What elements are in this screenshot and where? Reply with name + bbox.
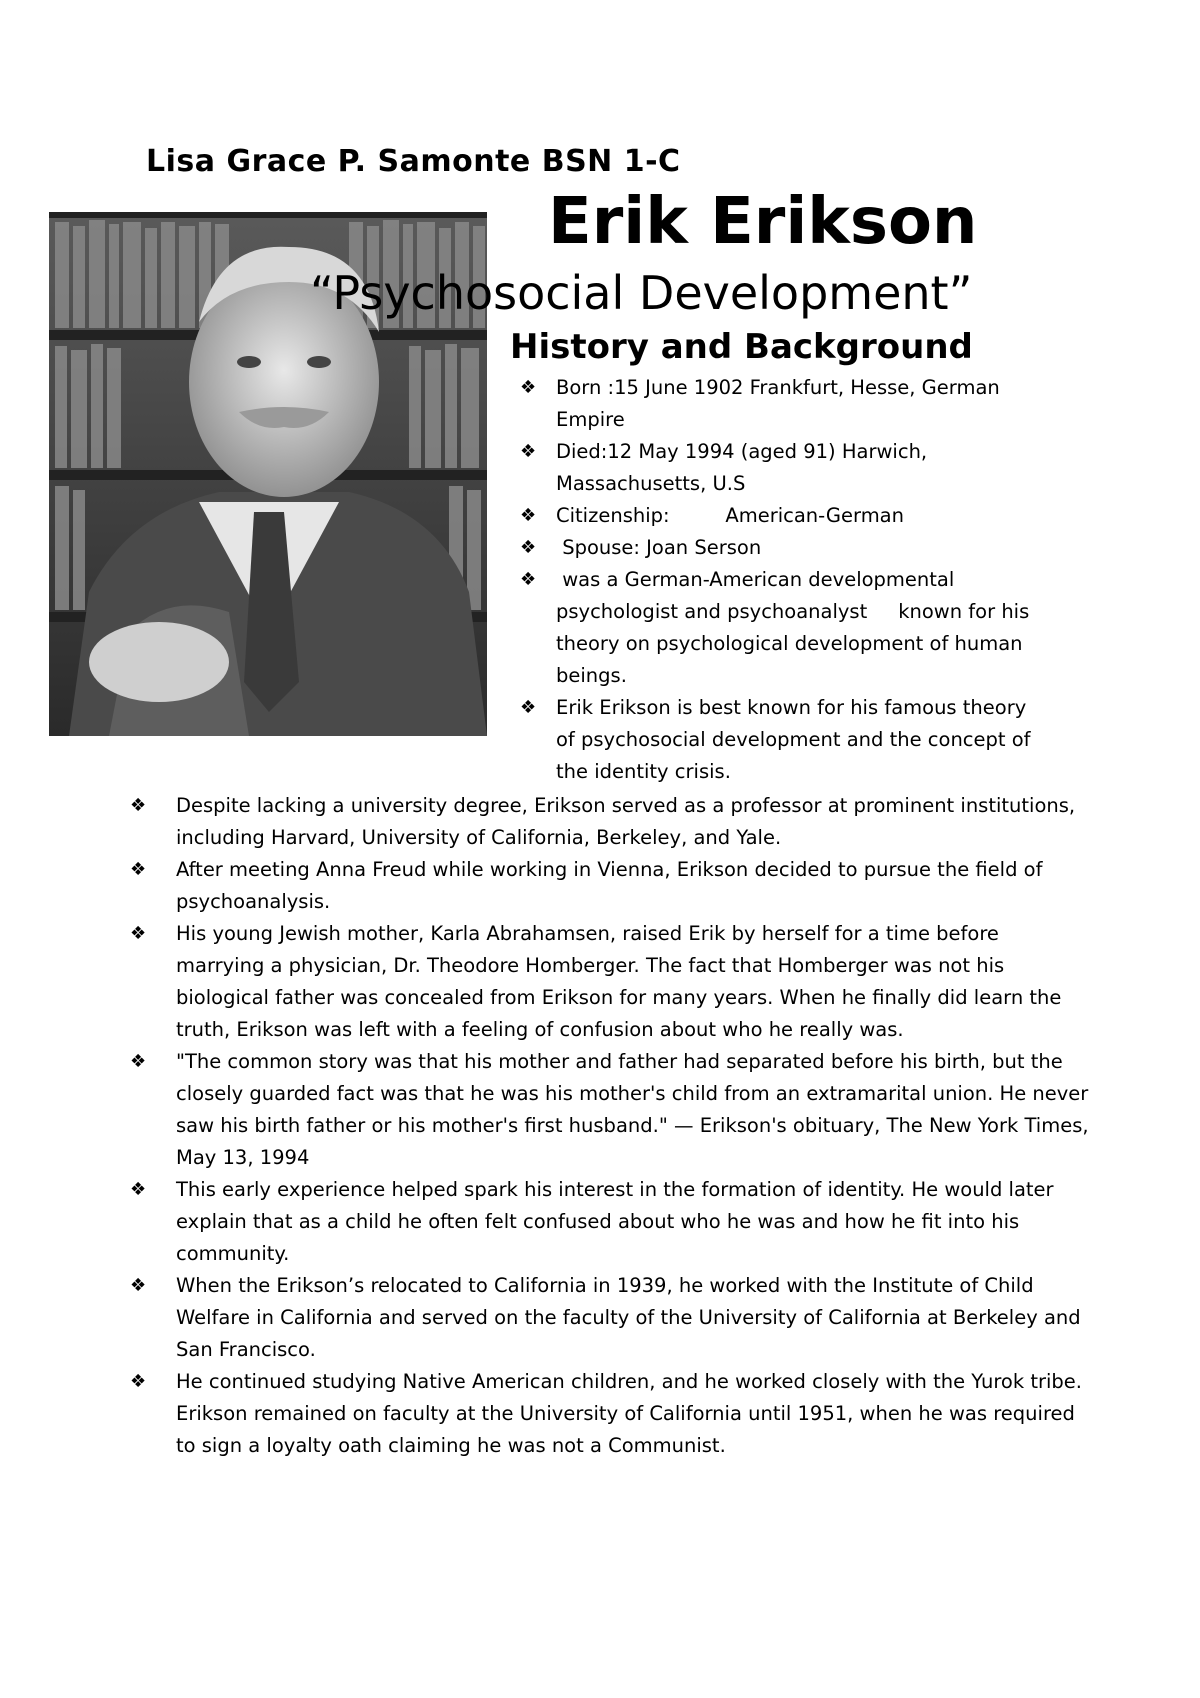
list-item: ❖ Died:12 May 1994 (aged 91) Harwich, Massachusetts, U.S [520, 436, 1050, 500]
diamond-bullet-icon: ❖ [130, 1051, 147, 1072]
diamond-bullet-icon: ❖ [130, 859, 147, 880]
list-item: ❖ This early experience helped spark his interest in the formation of identity. He would later explain that as a child he often felt confused about who he was and how he fit into his community. [130, 1174, 1090, 1270]
list-item: ❖ Despite lacking a university degree, Erikson served as a professor at prominent institutions, including Harvard, University of California, Berkeley, and Yale. [130, 790, 1090, 854]
details-list [130, 790, 1090, 1462]
facts-list [520, 372, 1050, 788]
list-item: ❖ was a German-American developmental psychologist and psychoanalyst known for his theory on psychological development of human beings. [520, 564, 1050, 692]
diamond-bullet-icon: ❖ [520, 505, 537, 526]
list-item: ❖ He continued studying Native American children, and he worked closely with the Yurok tribe. Erikson remained on faculty at the University of California until 1951, when he was required to sign a loyalty oath claiming he was not a Communist. [130, 1366, 1090, 1462]
diamond-bullet-icon: ❖ [130, 1371, 147, 1392]
diamond-bullet-icon: ❖ [520, 537, 537, 558]
list-item: ❖ Erik Erikson is best known for his famous theory of psychosocial development and the concept of the identity crisis. [520, 692, 1050, 788]
diamond-bullet-icon: ❖ [520, 377, 537, 398]
page-title: Erik Erikson [548, 185, 978, 259]
diamond-bullet-icon: ❖ [130, 795, 147, 816]
author-line: Lisa Grace P. Samonte BSN 1-C [146, 144, 681, 179]
diamond-bullet-icon: ❖ [130, 1275, 147, 1296]
list-item: ❖ After meeting Anna Freud while working in Vienna, Erikson decided to pursue the field of psychoanalysis. [130, 854, 1090, 918]
list-item: ❖ His young Jewish mother, Karla Abrahamsen, raised Erik by herself for a time before marrying a physician, Dr. Theodore Homberger. The fact that Homberger was not his biological father was concealed from Erikson for many years. When he finally did learn the truth, Erikson was left with a feeling of confusion about who he really was. [130, 918, 1090, 1046]
section-heading: History and Background [510, 327, 973, 367]
list-item: ❖ Born :15 June 1902 Frankfurt, Hesse, German Empire [520, 372, 1050, 436]
diamond-bullet-icon: ❖ [130, 1179, 147, 1200]
page-subtitle: “Psychosocial Development” [310, 266, 973, 320]
list-item: ❖ Spouse: Joan Serson [520, 532, 1050, 564]
diamond-bullet-icon: ❖ [130, 923, 147, 944]
diamond-bullet-icon: ❖ [520, 697, 537, 718]
diamond-bullet-icon: ❖ [520, 441, 537, 462]
list-item: ❖ Citizenship: American-German [520, 500, 1050, 532]
list-item: ❖ When the Erikson’s relocated to California in 1939, he worked with the Institute of Child Welfare in California and served on the faculty of the University of California at Berkeley and San Francisco. [130, 1270, 1090, 1366]
diamond-bullet-icon: ❖ [520, 569, 537, 590]
list-item: ❖ "The common story was that his mother and father had separated before his birth, but the closely guarded fact was that he was his mother's child from an extramarital union. He never saw his birth father or his mother's first husband." — Erikson's obituary, The New York Times, May 13, 1994 [130, 1046, 1090, 1174]
